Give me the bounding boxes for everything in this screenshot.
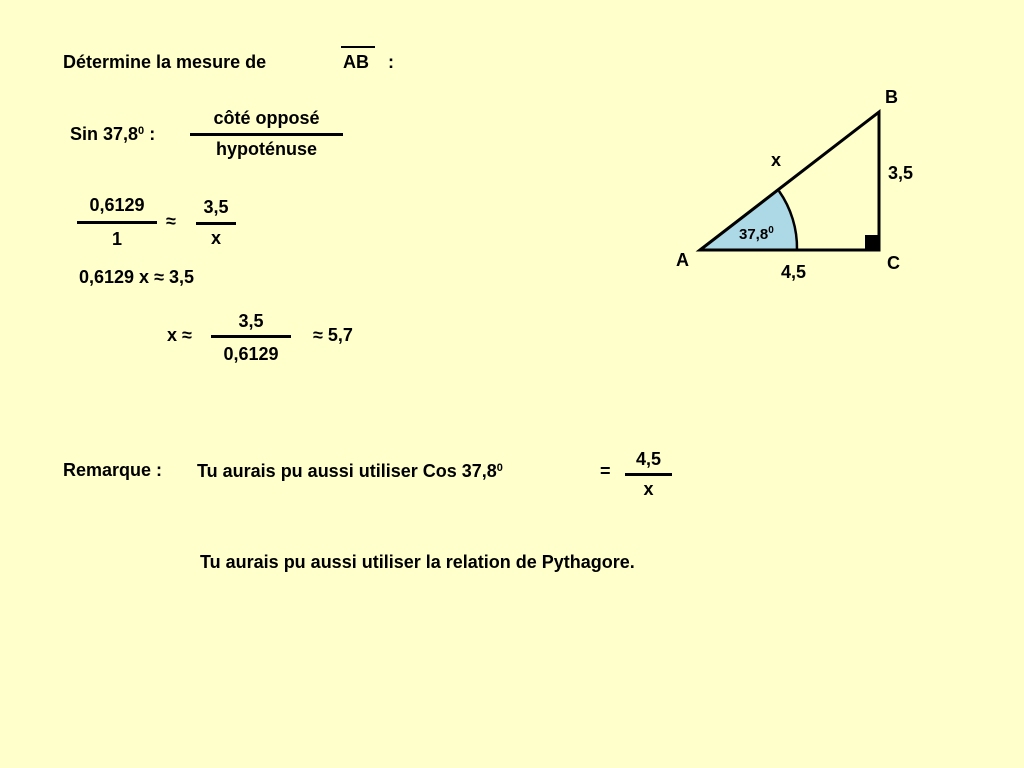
step1-left-numerator: 0,6129: [89, 195, 145, 215]
vertex-c-label: C: [887, 253, 900, 273]
title-prefix: Détermine la mesure de: [63, 52, 267, 72]
vertex-a-label: A: [676, 250, 689, 270]
remark-numerator: 4,5: [635, 449, 662, 469]
step3-lhs: x ≈: [167, 325, 192, 345]
sin-denominator: hypoténuse: [215, 139, 317, 159]
title-colon: :: [388, 52, 394, 72]
remark-equals: =: [600, 461, 611, 481]
step1-approx: ≈: [166, 211, 176, 231]
vertex-b-label: B: [885, 87, 898, 107]
remark-label: Remarque :: [63, 460, 163, 480]
pythagore-note: Tu aurais pu aussi utiliser la relation de Pythagore.: [200, 552, 635, 572]
sin-label: Sin 37,8$^0$ :: [70, 124, 156, 144]
sin-numerator: côté opposé: [213, 108, 320, 128]
segment-name: AB: [343, 52, 369, 72]
step1-right-numerator: 3,5: [203, 197, 229, 217]
remark-denominator: x: [643, 479, 654, 499]
hypotenuse-label: x: [771, 150, 782, 170]
side-ac-label: 4,5: [781, 262, 807, 282]
step1-right-denominator: x: [210, 228, 221, 248]
step1-left-denominator: 1: [111, 229, 122, 249]
step3-result: ≈ 5,7: [313, 325, 353, 345]
remark-text: Tu aurais pu aussi utiliser Cos 37,8$^0$: [197, 461, 503, 481]
step3-numerator: 3,5: [238, 311, 264, 331]
angle-label: 37,8$^0$: [739, 225, 774, 243]
side-bc-label: 3,5: [888, 163, 914, 183]
right-angle-marker: [865, 235, 879, 250]
step2-equation: 0,6129 x ≈ 3,5: [79, 267, 194, 287]
step3-denominator: 0,6129: [223, 344, 279, 364]
